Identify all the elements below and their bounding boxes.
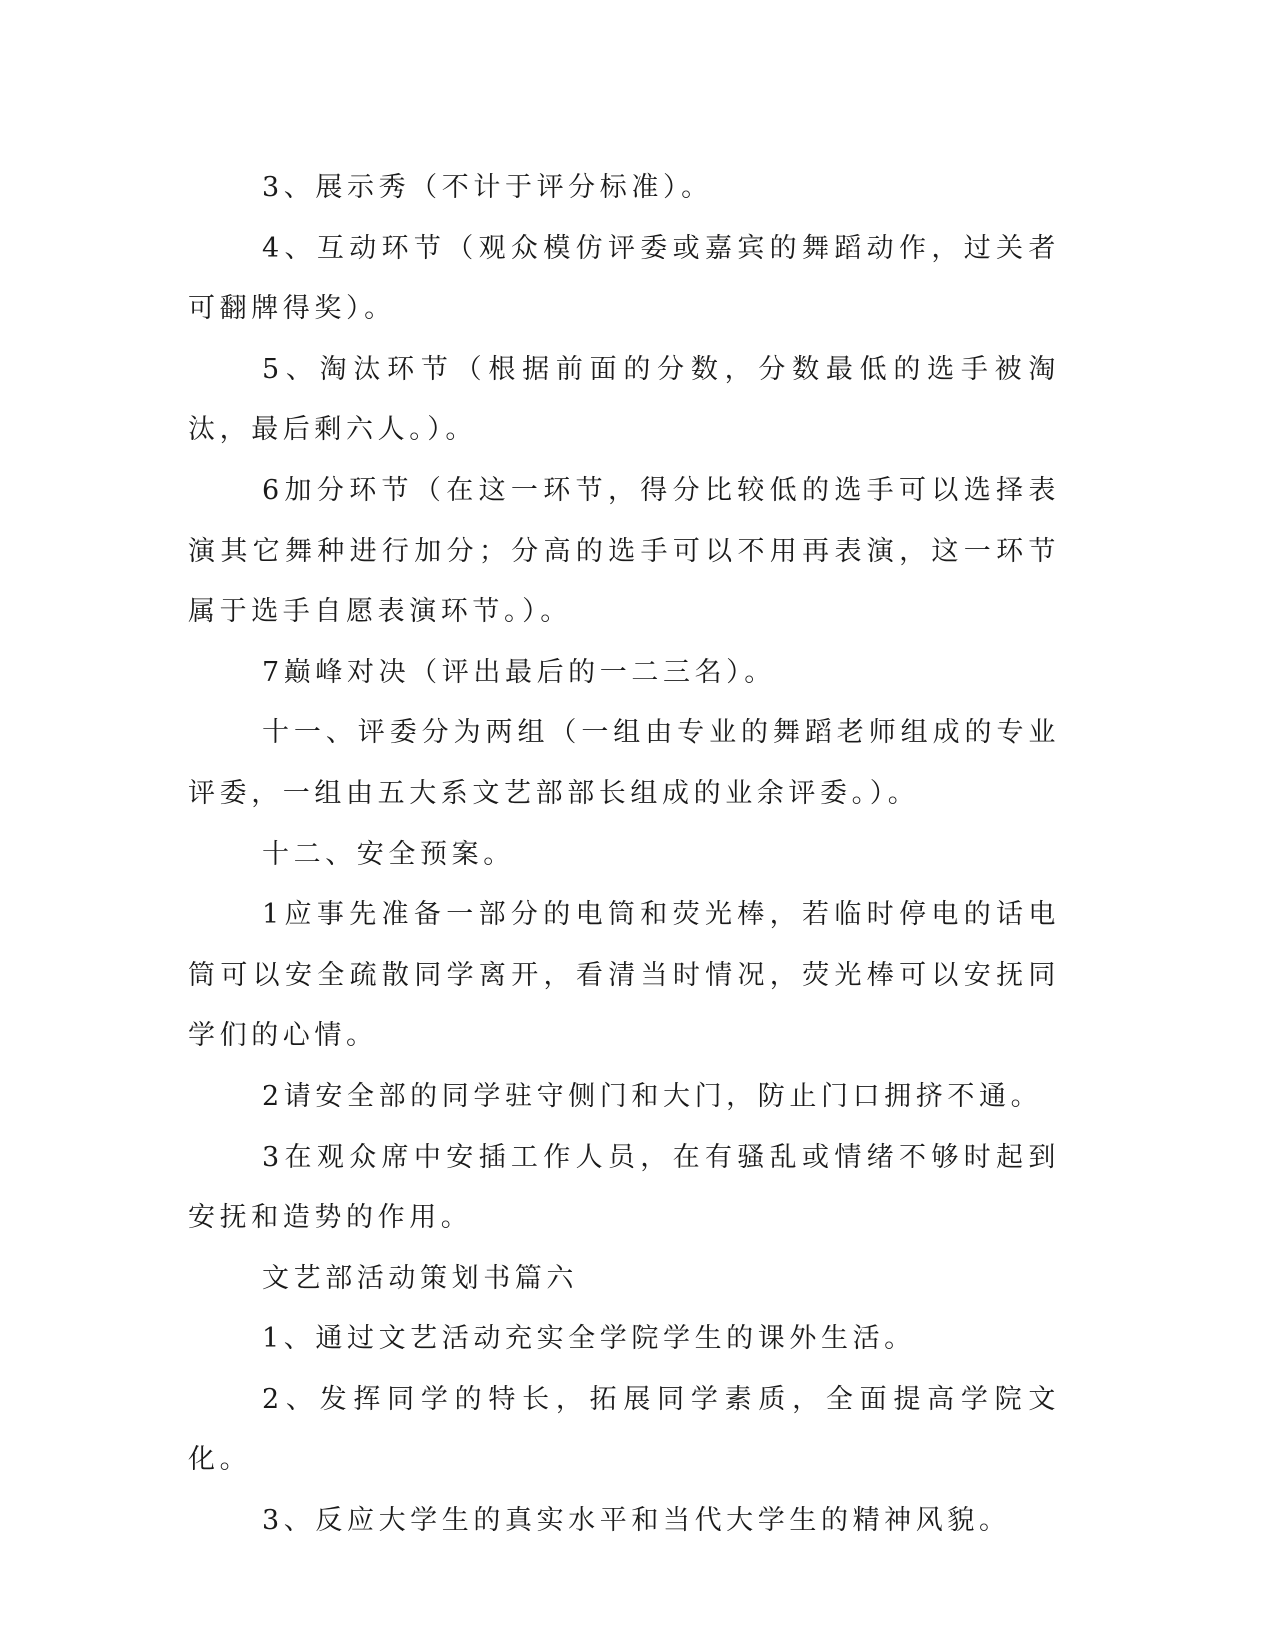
paragraph-elimination: 5、淘汰环节（根据前面的分数，分数最低的选手被淘汰，最后剩六人。）。 — [188, 353, 1060, 446]
section-heading: 文艺部活动策划书篇六 — [262, 1262, 578, 1294]
paragraph-safety-2: 2请安全部的同学驻守侧门和大门，防止门口拥挤不通。 — [262, 1080, 1043, 1112]
paragraph-safety-1: 1应事先准备一部分的电筒和荧光棒，若临时停电的话电筒可以安全疏散同学离开，看清当时情况，荧光棒可以安抚同学们的心情。 — [188, 899, 1060, 1052]
paragraph-goal-1: 1、通过文艺活动充实全学院学生的课外生活。 — [262, 1323, 916, 1355]
paragraph-safety-3: 3在观众席中安插工作人员，在有骚乱或情绪不够时起到安抚和造势的作用。 — [188, 1141, 1060, 1234]
paragraph-goal-3: 3、反应大学生的真实水平和当代大学生的精神风貌。 — [262, 1505, 1011, 1537]
paragraph-safety-heading: 十二、安全预案。 — [262, 838, 515, 870]
paragraph-interaction: 4、互动环节（观众模仿评委或嘉宾的舞蹈动作，过关者可翻牌得奖）。 — [188, 232, 1060, 325]
paragraph-judges: 十一、评委分为两组（一组由专业的舞蹈老师组成的专业评委，一组由五大系文艺部部长组成的业余评委。）。 — [188, 717, 1060, 809]
paragraph-bonus: 6加分环节（在这一环节，得分比较低的选手可以选择表演其它舞种进行加分；分高的选手可以不用再表演，这一环节属于选手自愿表演环节。）。 — [188, 474, 1060, 628]
paragraph-show: 3、展示秀（不计于评分标准）。 — [262, 172, 713, 203]
paragraph-goal-2: 2、发挥同学的特长，拓展同学素质，全面提高学院文化。 — [188, 1383, 1060, 1476]
paragraph-final: 7巅峰对决（评出最后的一二三名）。 — [262, 656, 776, 688]
document-body — [188, 158, 1060, 1552]
